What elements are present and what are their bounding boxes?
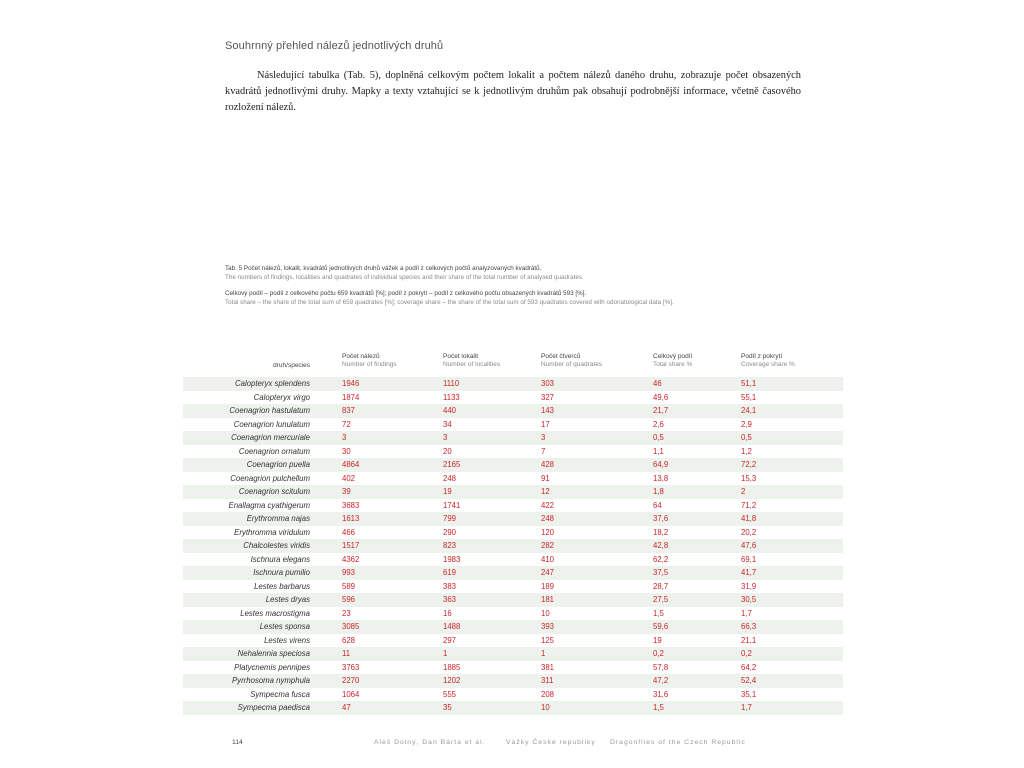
total-share-cell: 21,7 bbox=[653, 406, 669, 415]
header-localities-en: Number of localities bbox=[443, 361, 501, 368]
coverage-share-cell: 0,2 bbox=[741, 649, 752, 658]
quadrates-cell: 303 bbox=[541, 379, 555, 388]
species-name: Lestes virens bbox=[264, 635, 310, 645]
table-row bbox=[183, 620, 843, 634]
localities-cell: 19 bbox=[443, 487, 452, 496]
localities-cell: 1202 bbox=[443, 676, 461, 685]
coverage-share-cell: 1,7 bbox=[741, 703, 752, 712]
quadrates-cell: 311 bbox=[541, 676, 554, 685]
coverage-share-cell: 15,3 bbox=[741, 473, 757, 483]
species-name: Coenagrion scitulum bbox=[238, 487, 310, 496]
total-share-cell: 64 bbox=[653, 500, 662, 510]
findings-cell: 1517 bbox=[342, 541, 360, 550]
findings-cell: 30 bbox=[342, 446, 351, 456]
quadrates-cell: 143 bbox=[541, 406, 555, 415]
table-row bbox=[183, 391, 843, 405]
findings-cell: 3085 bbox=[342, 622, 360, 631]
quadrates-cell: 428 bbox=[541, 460, 555, 469]
findings-cell: 2270 bbox=[342, 676, 360, 685]
localities-cell: 1 bbox=[443, 649, 448, 658]
coverage-share-cell: 47,6 bbox=[741, 541, 757, 550]
coverage-share-cell: 2 bbox=[741, 487, 746, 496]
findings-cell: 47 bbox=[342, 703, 351, 712]
localities-cell: 555 bbox=[443, 689, 457, 699]
findings-cell: 39 bbox=[342, 487, 351, 496]
coverage-share-cell: 31,9 bbox=[741, 581, 757, 591]
total-share-cell: 2,6 bbox=[653, 419, 664, 429]
species-name: Calopteryx splendens bbox=[235, 379, 310, 388]
coverage-share-cell: 66,3 bbox=[741, 622, 757, 631]
species-name: Erythromma viridulum bbox=[234, 527, 310, 537]
quadrates-cell: 10 bbox=[541, 608, 550, 618]
header-findings-en: Number of findings bbox=[342, 361, 397, 368]
table-caption bbox=[225, 265, 825, 307]
header-species: druh/species bbox=[273, 362, 310, 369]
localities-cell: 34 bbox=[443, 419, 452, 429]
header-total-share bbox=[653, 353, 692, 369]
quadrates-cell: 282 bbox=[541, 541, 555, 550]
localities-cell: 1488 bbox=[443, 622, 461, 631]
table-row bbox=[183, 607, 843, 621]
total-share-cell: 31,6 bbox=[653, 689, 669, 699]
species-name: Coenagrion mercuriale bbox=[231, 433, 310, 442]
footer-title-en: Dragonflies of the Czech Republic bbox=[610, 739, 746, 746]
findings-cell: 993 bbox=[342, 568, 356, 577]
header-coverage-cz: Podíl z pokrytí bbox=[741, 353, 783, 360]
findings-cell: 72 bbox=[342, 419, 351, 429]
quadrates-cell: 247 bbox=[541, 568, 555, 577]
coverage-share-cell: 51,1 bbox=[741, 379, 757, 388]
header-total-en: Total share % bbox=[653, 361, 693, 368]
quadrates-cell: 91 bbox=[541, 473, 550, 483]
quadrates-cell: 10 bbox=[541, 703, 550, 712]
header-total-cz: Celkový podíl bbox=[653, 353, 693, 360]
total-share-cell: 13,8 bbox=[653, 473, 669, 483]
table-row bbox=[183, 458, 843, 472]
findings-cell: 11 bbox=[342, 649, 351, 658]
table-header bbox=[183, 353, 843, 377]
localities-cell: 823 bbox=[443, 541, 457, 550]
findings-cell: 1946 bbox=[342, 379, 360, 388]
findings-cell: 596 bbox=[342, 595, 356, 604]
findings-cell: 4864 bbox=[342, 460, 360, 469]
table-body bbox=[183, 377, 843, 715]
header-coverage-en: Coverage share % bbox=[741, 361, 795, 368]
total-share-cell: 37,5 bbox=[653, 568, 669, 577]
species-name: Coenagrion lunulatum bbox=[233, 419, 310, 429]
coverage-share-cell: 21,1 bbox=[741, 635, 757, 645]
species-name: Ischnura elegans bbox=[250, 554, 310, 564]
table-row bbox=[183, 526, 843, 540]
total-share-cell: 37,6 bbox=[653, 514, 669, 523]
table-row bbox=[183, 674, 843, 688]
table-row bbox=[183, 661, 843, 675]
quadrates-cell: 120 bbox=[541, 527, 555, 537]
localities-cell: 16 bbox=[443, 608, 452, 618]
caption-cz-line1: Tab. 5 Počet nálezů, lokalit, kvadrátů jednotlivých druhů vážek a podíl z celkových počtů analyzovaných kvadrátů. bbox=[225, 265, 542, 272]
quadrates-cell: 181 bbox=[541, 595, 555, 604]
caption-en-line2: Total share – the share of the total sum of 659 quadrates [%]; coverage share – the share of the total sum of 593 quadrates covered with odonatological data [%]. bbox=[225, 298, 674, 306]
table-row bbox=[183, 539, 843, 553]
header-localities bbox=[443, 353, 500, 369]
localities-cell: 799 bbox=[443, 514, 457, 523]
species-name: Sympecma fusca bbox=[250, 689, 310, 699]
quadrates-cell: 12 bbox=[541, 487, 550, 496]
table-row bbox=[183, 445, 843, 459]
species-name: Chalcolestes viridis bbox=[243, 541, 310, 550]
table-row bbox=[183, 580, 843, 594]
findings-cell: 4362 bbox=[342, 554, 360, 564]
quadrates-cell: 248 bbox=[541, 514, 555, 523]
species-name: Coenagrion ornatum bbox=[238, 446, 310, 456]
findings-cell: 3763 bbox=[342, 662, 360, 672]
coverage-share-cell: 72,2 bbox=[741, 460, 757, 469]
total-share-cell: 57,8 bbox=[653, 662, 669, 672]
total-share-cell: 46 bbox=[653, 379, 662, 388]
table-row bbox=[183, 512, 843, 526]
quadrates-cell: 17 bbox=[541, 419, 550, 429]
table-row bbox=[183, 634, 843, 648]
findings-cell: 837 bbox=[342, 406, 356, 415]
findings-cell: 1613 bbox=[342, 514, 360, 523]
species-name: Platycnemis pennipes bbox=[234, 662, 310, 672]
footer-authors: Aleš Dolný, Dan Bárta et al. bbox=[374, 739, 486, 746]
species-name: Nehalennia speciosa bbox=[237, 649, 310, 658]
quadrates-cell: 327 bbox=[541, 392, 555, 402]
coverage-share-cell: 55,1 bbox=[741, 392, 757, 402]
table-row bbox=[183, 472, 843, 486]
total-share-cell: 62,2 bbox=[653, 554, 669, 564]
localities-cell: 363 bbox=[443, 595, 457, 604]
localities-cell: 297 bbox=[443, 635, 457, 645]
total-share-cell: 0,2 bbox=[653, 649, 664, 658]
total-share-cell: 27,5 bbox=[653, 595, 669, 604]
findings-cell: 589 bbox=[342, 581, 356, 591]
total-share-cell: 59,6 bbox=[653, 622, 669, 631]
caption-cz-line2: Celkový podíl – podíl z celkového počtu 659 kvadrátů [%]; podíl z pokrytí – podíl z celkového počtu obsazených kvadrátů 593 [%]. bbox=[225, 290, 587, 297]
total-share-cell: 1,5 bbox=[653, 608, 664, 618]
coverage-share-cell: 41,7 bbox=[741, 568, 757, 577]
species-name: Lestes barbarus bbox=[254, 581, 310, 591]
species-table bbox=[183, 353, 843, 715]
findings-cell: 402 bbox=[342, 473, 356, 483]
table-row bbox=[183, 647, 843, 661]
table-row bbox=[183, 701, 843, 715]
species-name: Coenagrion puella bbox=[246, 460, 310, 469]
findings-cell: 1874 bbox=[342, 392, 360, 402]
header-findings-cz: Počet nálezů bbox=[342, 353, 380, 360]
caption-en-line1: The numbers of findings, localities and quadrates of individual species and their share of the total number of analysed quadrates. bbox=[225, 273, 584, 281]
localities-cell: 619 bbox=[443, 568, 457, 577]
header-quadrates-en: Number of quadrates bbox=[541, 361, 603, 368]
quadrates-cell: 1 bbox=[541, 649, 546, 658]
quadrates-cell: 422 bbox=[541, 500, 555, 510]
quadrates-cell: 189 bbox=[541, 581, 555, 591]
localities-cell: 1110 bbox=[443, 379, 460, 388]
total-share-cell: 49,6 bbox=[653, 392, 669, 402]
localities-cell: 20 bbox=[443, 446, 452, 456]
species-name: Erythromma najas bbox=[246, 514, 310, 523]
table-row bbox=[183, 688, 843, 702]
footer-title-cz: Vážky České republiky bbox=[506, 739, 596, 746]
header-quadrates bbox=[541, 353, 602, 369]
species-name: Coenagrion hastulatum bbox=[229, 406, 310, 415]
quadrates-cell: 7 bbox=[541, 446, 546, 456]
table-row bbox=[183, 431, 843, 445]
total-share-cell: 28,7 bbox=[653, 581, 669, 591]
species-name: Lestes sponsa bbox=[259, 622, 310, 631]
header-quadrates-cz: Počet čtverců bbox=[541, 353, 581, 360]
species-name: Enallagma cyathigerum bbox=[228, 500, 310, 510]
page-number: 114 bbox=[232, 739, 243, 746]
localities-cell: 1983 bbox=[443, 554, 461, 564]
coverage-share-cell: 0,5 bbox=[741, 433, 752, 442]
table-row bbox=[183, 566, 843, 580]
localities-cell: 35 bbox=[443, 703, 452, 712]
total-share-cell: 0,5 bbox=[653, 433, 664, 442]
quadrates-cell: 3 bbox=[541, 433, 546, 442]
localities-cell: 3 bbox=[443, 433, 448, 442]
localities-cell: 383 bbox=[443, 581, 457, 591]
coverage-share-cell: 1,2 bbox=[741, 446, 752, 456]
localities-cell: 2165 bbox=[443, 460, 461, 469]
species-name: Ischnura pumilio bbox=[253, 568, 310, 577]
quadrates-cell: 208 bbox=[541, 689, 555, 699]
localities-cell: 290 bbox=[443, 527, 457, 537]
coverage-share-cell: 24,1 bbox=[741, 406, 757, 415]
total-share-cell: 47,2 bbox=[653, 676, 669, 685]
total-share-cell: 64,9 bbox=[653, 460, 669, 469]
localities-cell: 1741 bbox=[443, 500, 461, 510]
intro-paragraph: Následující tabulka (Tab. 5), doplněná celkovým počtem lokalit a počtem nálezů daného druhu, zobrazuje počet obsazených kvadrátů jednotlivými druhy. Mapky a texty vztahující se k jednotlivým druhům pak obsahují podrobnější informace, včetně časového rozložení nálezů. bbox=[225, 70, 801, 113]
findings-cell: 466 bbox=[342, 527, 356, 537]
coverage-share-cell: 1,7 bbox=[741, 608, 752, 618]
total-share-cell: 1,1 bbox=[653, 446, 664, 456]
total-share-cell: 18,2 bbox=[653, 527, 669, 537]
table-row bbox=[183, 593, 843, 607]
coverage-share-cell: 2,9 bbox=[741, 419, 752, 429]
quadrates-cell: 381 bbox=[541, 662, 555, 672]
section-title: Souhrnný přehled nálezů jednotlivých druhů bbox=[225, 40, 444, 52]
total-share-cell: 1,8 bbox=[653, 487, 664, 496]
species-name: Calopteryx virgo bbox=[253, 392, 310, 402]
table-row bbox=[183, 418, 843, 432]
quadrates-cell: 410 bbox=[541, 554, 555, 564]
coverage-share-cell: 64,2 bbox=[741, 662, 757, 672]
table-row bbox=[183, 485, 843, 499]
species-name: Lestes dryas bbox=[265, 595, 310, 604]
coverage-share-cell: 69,1 bbox=[741, 554, 757, 564]
table-row bbox=[183, 377, 843, 391]
species-name: Coenagrion pulchellum bbox=[230, 473, 310, 483]
table-row bbox=[183, 499, 843, 513]
table-row bbox=[183, 404, 843, 418]
total-share-cell: 19 bbox=[653, 635, 662, 645]
coverage-share-cell: 52,4 bbox=[741, 676, 757, 685]
coverage-share-cell: 30,5 bbox=[741, 595, 757, 604]
coverage-share-cell: 41,8 bbox=[741, 514, 757, 523]
findings-cell: 3683 bbox=[342, 500, 360, 510]
header-findings bbox=[342, 353, 397, 369]
coverage-share-cell: 35,1 bbox=[741, 689, 757, 699]
total-share-cell: 42,8 bbox=[653, 541, 669, 550]
localities-cell: 248 bbox=[443, 473, 457, 483]
coverage-share-cell: 71,2 bbox=[741, 500, 757, 510]
species-name: Sympecma paedisca bbox=[237, 703, 310, 712]
species-name: Pyrrhosoma nymphula bbox=[231, 676, 310, 685]
quadrates-cell: 393 bbox=[541, 622, 555, 631]
header-coverage-share bbox=[741, 353, 795, 369]
localities-cell: 1885 bbox=[443, 662, 461, 672]
findings-cell: 23 bbox=[342, 608, 351, 618]
findings-cell: 3 bbox=[342, 433, 347, 442]
findings-cell: 628 bbox=[342, 635, 356, 645]
findings-cell: 1064 bbox=[342, 689, 360, 699]
coverage-share-cell: 20,2 bbox=[741, 527, 757, 537]
localities-cell: 440 bbox=[443, 406, 457, 415]
species-name: Lestes macrostigma bbox=[240, 608, 310, 618]
header-localities-cz: Počet lokalit bbox=[443, 353, 479, 360]
quadrates-cell: 125 bbox=[541, 635, 555, 645]
total-share-cell: 1,5 bbox=[653, 703, 664, 712]
localities-cell: 1133 bbox=[443, 392, 460, 402]
table-row bbox=[183, 553, 843, 567]
